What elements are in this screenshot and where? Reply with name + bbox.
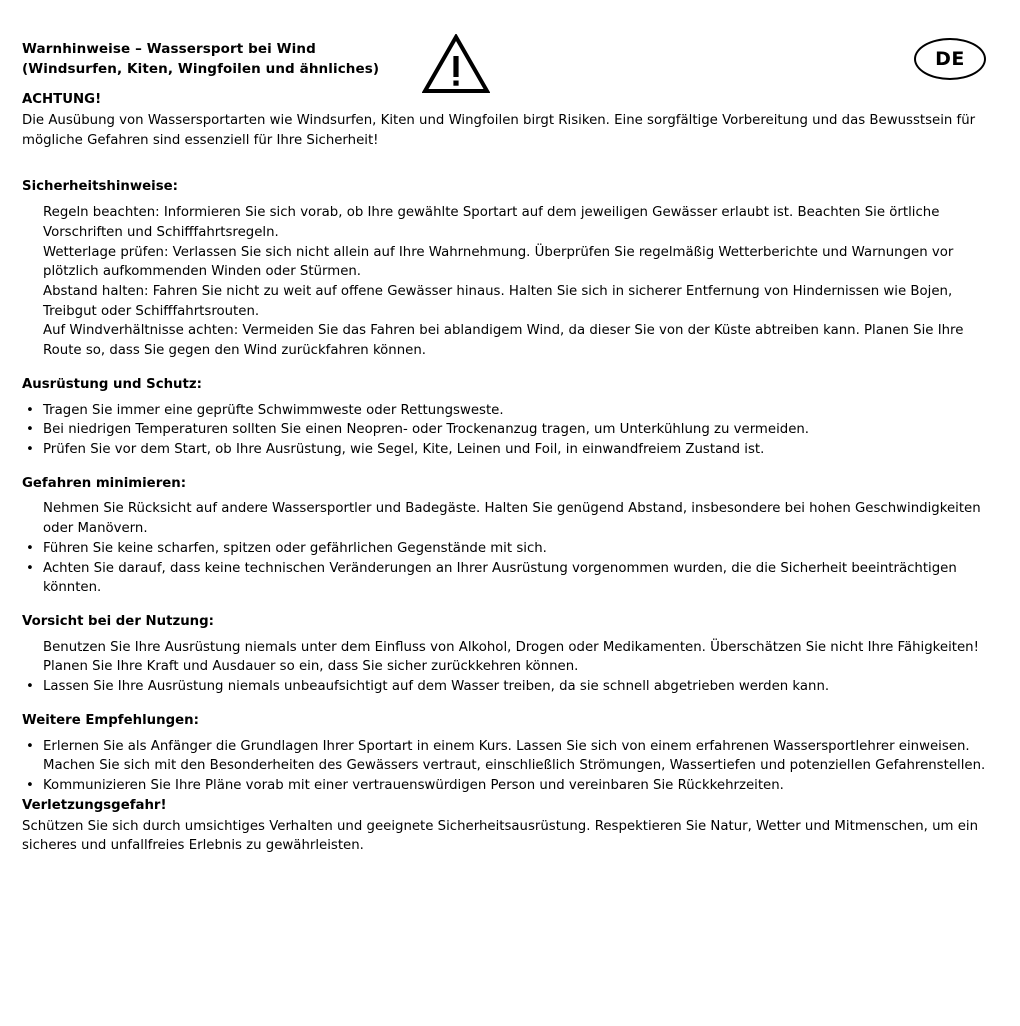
sections-container (22, 177, 986, 795)
closing-section (22, 796, 986, 856)
section-heading: Vorsicht bei der Nutzung: (22, 613, 214, 629)
list-item: • Lassen Sie Ihre Ausrüstung niemals unbeaufsichtigt auf dem Wasser treiben, da sie schnell abgetrieben werden kann. (22, 677, 986, 697)
list-item: • Achten Sie darauf, dass keine technischen Veränderungen an Ihrer Ausrüstung vorgenommen wurden, die die Sicherheit beeinträchtigen könnten. (22, 559, 986, 598)
content-section (22, 375, 986, 460)
list-item: • Führen Sie keine scharfen, spitzen oder gefährlichen Gegenstände mit sich. (22, 539, 986, 559)
content-section (22, 711, 986, 796)
list-item: Nehmen Sie Rücksicht auf andere Wassersportler und Badegäste. Halten Sie genügend Abstand, insbesondere bei hohen Geschwindigkeiten oder Manövern. (43, 501, 981, 537)
section-heading: Weitere Empfehlungen: (22, 712, 199, 728)
country-code-label: DE (935, 47, 965, 70)
list-item: • Erlernen Sie als Anfänger die Grundlagen Ihrer Sportart in einem Kurs. Lassen Sie sich von einem erfahrenen Wassersportlehrer einweisen. (22, 737, 986, 757)
list-item: Abstand halten: Fahren Sie nicht zu weit auf offene Gewässer hinaus. Halten Sie sich in sicherer Entfernung von Hindernissen wie Bojen, Treibgut oder Schifffahrtsrouten. (43, 283, 953, 319)
attention-section (22, 90, 986, 150)
list-item: • Prüfen Sie vor dem Start, ob Ihre Ausrüstung, wie Segel, Kite, Leinen und Foil, in einwandfreiem Zustand ist. (22, 440, 986, 460)
closing-paragraph: Schützen Sie sich durch umsichtiges Verhalten und geeignete Sicherheitsausrüstung. Respektieren Sie Natur, Wetter und Mitmenschen, um ein sicheres und unfallfreies Erlebnis zu gewährleisten. (22, 818, 979, 854)
section-list (22, 203, 986, 360)
list-item: • Kommunizieren Sie Ihre Pläne vorab mit einer vertrauenswürdigen Person und vereinbaren Sie Rückkehrzeiten. (22, 776, 986, 796)
list-item: • Bei niedrigen Temperaturen sollten Sie einen Neopren- oder Trockenanzug tragen, um Unterkühlung zu vermeiden. (22, 420, 986, 440)
list-item: Auf Windverhältnisse achten: Vermeiden Sie das Fahren bei ablandigem Wind, da dieser Sie von der Küste abtreiben kann. Planen Sie Ihre Route so, dass Sie gegen den Wind zurückfahren können. (43, 323, 964, 358)
section-list (22, 638, 986, 697)
list-item: Machen Sie sich mit den Besonderheiten des Gewässers vertraut, einschließlich Strömungen, Wassertiefen und potenziellen Gefahrenstellen. (43, 758, 986, 774)
content-section (22, 177, 986, 360)
attention-paragraph: Die Ausübung von Wassersportarten wie Windsurfen, Kiten und Wingfoilen birgt Risiken. Eine sorgfältige Vorbereitung und das Bewusstsein für mögliche Gefahren sind essenziell für Ihre Sicherheit! (22, 112, 976, 148)
page-title-line-2: (Windsurfen, Kiten, Wingfoilen und ähnliches) (22, 60, 380, 77)
country-code-badge (914, 38, 986, 80)
section-list (22, 737, 986, 796)
closing-heading: Verletzungsgefahr! (22, 797, 167, 813)
list-item: Regeln beachten: Informieren Sie sich vorab, ob Ihre gewählte Sportart auf dem jeweiligen Gewässer erlaubt ist. Beachten Sie örtliche Vorschriften und Schifffahrtsregeln. (43, 205, 940, 240)
section-heading: Gefahren minimieren: (22, 475, 187, 491)
list-item: Wetterlage prüfen: Verlassen Sie sich nicht allein auf Ihre Wahrnehmung. Überprüfen Sie regelmäßig Wetterberichte und Warnungen vor plötzlich aufkommenden Winden oder Stürmen. (43, 244, 954, 280)
page-title-line-1: Warnhinweise – Wassersport bei Wind (22, 41, 316, 57)
content-section (22, 474, 986, 598)
warning-triangle-icon (422, 34, 490, 94)
section-heading: Ausrüstung und Schutz: (22, 376, 202, 392)
list-item: • Tragen Sie immer eine geprüfte Schwimmweste oder Rettungsweste. (22, 401, 986, 421)
list-item: Benutzen Sie Ihre Ausrüstung niemals unter dem Einfluss von Alkohol, Drogen oder Medikamenten. Überschätzen Sie nicht Ihre Fähigkeiten! Planen Sie Ihre Kraft und Ausdauer so ein, dass Sie sicher zurückkehren können. (43, 639, 979, 675)
section-list (22, 401, 986, 460)
attention-heading: ACHTUNG! (22, 92, 102, 107)
document-header (22, 28, 986, 90)
section-list (22, 499, 986, 597)
content-section (22, 612, 986, 697)
page-title (22, 28, 986, 79)
section-heading: Sicherheitshinweise: (22, 179, 178, 195)
